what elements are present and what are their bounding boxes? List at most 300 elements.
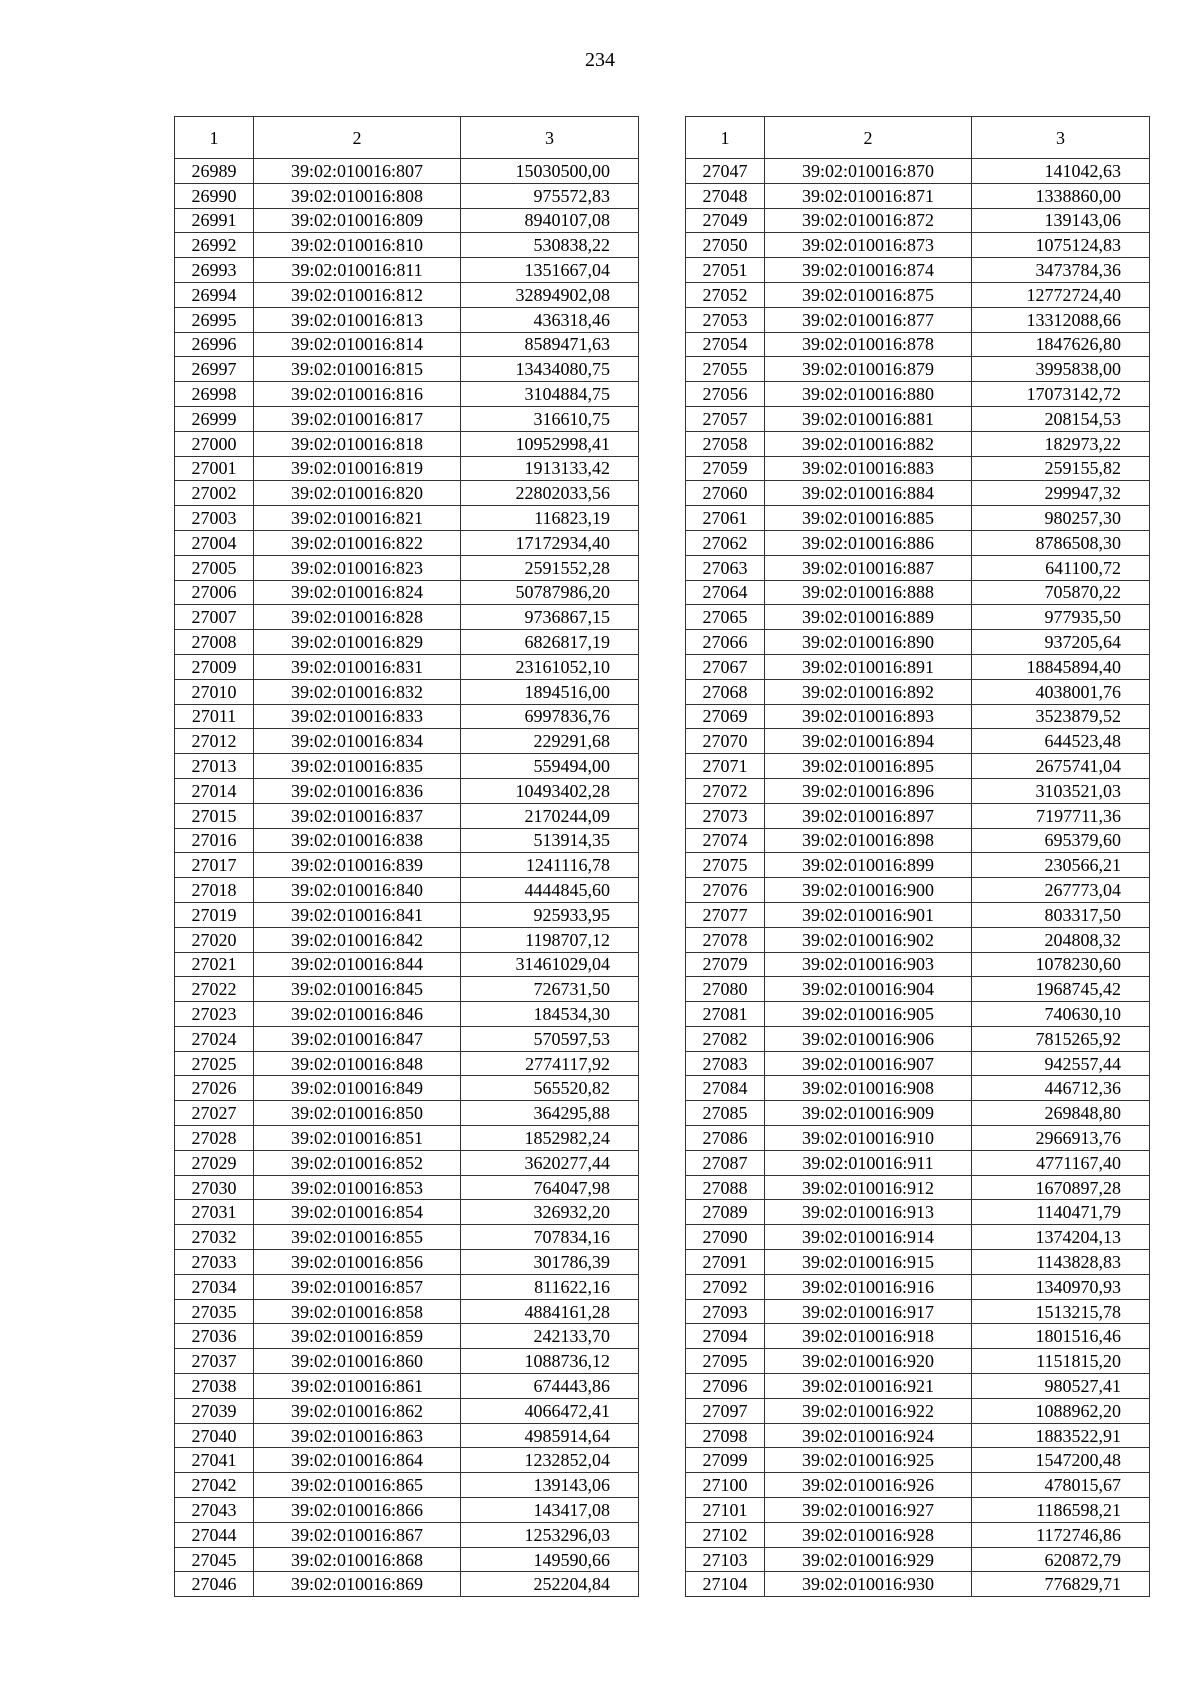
cadastral-number-cell: 39:02:010016:817 — [254, 406, 461, 431]
row-number-cell: 27004 — [175, 530, 254, 555]
row-number-cell: 26994 — [175, 282, 254, 307]
cadastral-number-cell: 39:02:010016:820 — [254, 481, 461, 506]
cadastral-number-cell: 39:02:010016:896 — [765, 778, 972, 803]
table-row — [175, 307, 639, 332]
cadastral-number-cell: 39:02:010016:835 — [254, 754, 461, 779]
table-row — [686, 1349, 1150, 1374]
table-row — [175, 1498, 639, 1523]
row-number-cell: 27055 — [686, 357, 765, 382]
table-row — [175, 1324, 639, 1349]
value-cell: 230566,21 — [972, 853, 1150, 878]
cadastral-number-cell: 39:02:010016:814 — [254, 332, 461, 357]
cadastral-number-cell: 39:02:010016:912 — [765, 1175, 972, 1200]
cadastral-number-cell: 39:02:010016:865 — [254, 1473, 461, 1498]
row-number-cell: 27019 — [175, 902, 254, 927]
table-row — [686, 1473, 1150, 1498]
row-number-cell: 27080 — [686, 977, 765, 1002]
value-cell: 1338860,00 — [972, 183, 1150, 208]
table-row — [175, 754, 639, 779]
row-number-cell: 27077 — [686, 902, 765, 927]
cadastral-number-cell: 39:02:010016:857 — [254, 1274, 461, 1299]
row-number-cell: 27075 — [686, 853, 765, 878]
table-row — [175, 1572, 639, 1597]
row-number-cell: 27047 — [686, 159, 765, 184]
value-cell: 204808,32 — [972, 927, 1150, 952]
table-row — [686, 258, 1150, 283]
table-row — [686, 679, 1150, 704]
table-row — [175, 406, 639, 431]
cadastral-number-cell: 39:02:010016:863 — [254, 1423, 461, 1448]
table-row — [686, 382, 1150, 407]
table-row — [175, 1473, 639, 1498]
cadastral-number-cell: 39:02:010016:824 — [254, 580, 461, 605]
table-row — [175, 1076, 639, 1101]
row-number-cell: 27035 — [175, 1299, 254, 1324]
row-number-cell: 27032 — [175, 1225, 254, 1250]
value-cell: 208154,53 — [972, 406, 1150, 431]
value-cell: 299947,32 — [972, 481, 1150, 506]
value-cell: 13312088,66 — [972, 307, 1150, 332]
cadastral-number-cell: 39:02:010016:921 — [765, 1374, 972, 1399]
value-cell: 17073142,72 — [972, 382, 1150, 407]
table-row — [175, 803, 639, 828]
column-header-1: 1 — [686, 117, 765, 159]
value-cell: 3523879,52 — [972, 704, 1150, 729]
table-row — [686, 1299, 1150, 1324]
row-number-cell: 27056 — [686, 382, 765, 407]
value-cell: 513914,35 — [461, 828, 639, 853]
row-number-cell: 27017 — [175, 853, 254, 878]
row-number-cell: 27092 — [686, 1274, 765, 1299]
table-row — [686, 431, 1150, 456]
row-number-cell: 27025 — [175, 1051, 254, 1076]
row-number-cell: 27068 — [686, 679, 765, 704]
value-cell: 1088736,12 — [461, 1349, 639, 1374]
row-number-cell: 27018 — [175, 878, 254, 903]
cadastral-number-cell: 39:02:010016:915 — [765, 1250, 972, 1275]
row-number-cell: 27011 — [175, 704, 254, 729]
row-number-cell: 27099 — [686, 1448, 765, 1473]
row-number-cell: 27008 — [175, 630, 254, 655]
value-cell: 139143,06 — [461, 1473, 639, 1498]
row-number-cell: 27089 — [686, 1200, 765, 1225]
table-row — [686, 952, 1150, 977]
table-row — [175, 1175, 639, 1200]
value-cell: 1140471,79 — [972, 1200, 1150, 1225]
table-row — [686, 183, 1150, 208]
value-cell: 1852982,24 — [461, 1126, 639, 1151]
table-row — [175, 506, 639, 531]
row-number-cell: 26991 — [175, 208, 254, 233]
value-cell: 252204,84 — [461, 1572, 639, 1597]
cadastral-number-cell: 39:02:010016:884 — [765, 481, 972, 506]
table-row — [686, 1175, 1150, 1200]
table-row — [686, 605, 1150, 630]
column-header-3: 3 — [972, 117, 1150, 159]
row-number-cell: 27065 — [686, 605, 765, 630]
value-cell: 1198707,12 — [461, 927, 639, 952]
value-cell: 4884161,28 — [461, 1299, 639, 1324]
table-row — [175, 1225, 639, 1250]
row-number-cell: 27096 — [686, 1374, 765, 1399]
value-cell: 116823,19 — [461, 506, 639, 531]
row-number-cell: 27074 — [686, 828, 765, 853]
table-row — [686, 828, 1150, 853]
value-cell: 942557,44 — [972, 1051, 1150, 1076]
table-row — [175, 902, 639, 927]
cadastral-number-cell: 39:02:010016:832 — [254, 679, 461, 704]
cadastral-number-cell: 39:02:010016:918 — [765, 1324, 972, 1349]
cadastral-number-cell: 39:02:010016:894 — [765, 729, 972, 754]
cadastral-number-cell: 39:02:010016:812 — [254, 282, 461, 307]
table-row — [175, 481, 639, 506]
cadastral-number-cell: 39:02:010016:898 — [765, 828, 972, 853]
value-cell: 1883522,91 — [972, 1423, 1150, 1448]
table-row — [686, 456, 1150, 481]
table-row — [175, 1002, 639, 1027]
value-cell: 726731,50 — [461, 977, 639, 1002]
value-cell: 149590,66 — [461, 1547, 639, 1572]
value-cell: 8940107,08 — [461, 208, 639, 233]
cadastral-number-cell: 39:02:010016:833 — [254, 704, 461, 729]
cadastral-number-cell: 39:02:010016:891 — [765, 654, 972, 679]
row-number-cell: 27006 — [175, 580, 254, 605]
value-cell: 620872,79 — [972, 1547, 1150, 1572]
row-number-cell: 27088 — [686, 1175, 765, 1200]
row-number-cell: 27007 — [175, 605, 254, 630]
row-number-cell: 27064 — [686, 580, 765, 605]
cadastral-number-cell: 39:02:010016:845 — [254, 977, 461, 1002]
cadastral-number-cell: 39:02:010016:890 — [765, 630, 972, 655]
table-row — [175, 258, 639, 283]
value-cell: 182973,22 — [972, 431, 1150, 456]
table-row — [686, 927, 1150, 952]
row-number-cell: 27001 — [175, 456, 254, 481]
table-row — [175, 233, 639, 258]
table-row — [175, 208, 639, 233]
cadastral-number-cell: 39:02:010016:877 — [765, 307, 972, 332]
cadastral-number-cell: 39:02:010016:928 — [765, 1522, 972, 1547]
table-row — [686, 1498, 1150, 1523]
table-row — [175, 729, 639, 754]
table-row — [175, 1374, 639, 1399]
cadastral-number-cell: 39:02:010016:901 — [765, 902, 972, 927]
value-cell: 22802033,56 — [461, 481, 639, 506]
row-number-cell: 27031 — [175, 1200, 254, 1225]
cadastral-number-cell: 39:02:010016:917 — [765, 1299, 972, 1324]
row-number-cell: 27054 — [686, 332, 765, 357]
table-row — [175, 1274, 639, 1299]
cadastral-number-cell: 39:02:010016:831 — [254, 654, 461, 679]
cadastral-number-cell: 39:02:010016:871 — [765, 183, 972, 208]
cadastral-number-cell: 39:02:010016:854 — [254, 1200, 461, 1225]
value-cell: 143417,08 — [461, 1498, 639, 1523]
table-header — [175, 117, 639, 159]
table-row — [175, 878, 639, 903]
table-body — [175, 159, 639, 1597]
registry-table-right — [685, 116, 1150, 1597]
table-row — [686, 208, 1150, 233]
row-number-cell: 27067 — [686, 654, 765, 679]
cadastral-number-cell: 39:02:010016:834 — [254, 729, 461, 754]
row-number-cell: 27087 — [686, 1150, 765, 1175]
row-number-cell: 27091 — [686, 1250, 765, 1275]
cadastral-number-cell: 39:02:010016:855 — [254, 1225, 461, 1250]
value-cell: 740630,10 — [972, 1002, 1150, 1027]
table-row — [175, 605, 639, 630]
value-cell: 1232852,04 — [461, 1448, 639, 1473]
value-cell: 1913133,42 — [461, 456, 639, 481]
cadastral-number-cell: 39:02:010016:868 — [254, 1547, 461, 1572]
table-row — [686, 977, 1150, 1002]
cadastral-number-cell: 39:02:010016:818 — [254, 431, 461, 456]
row-number-cell: 27062 — [686, 530, 765, 555]
row-number-cell: 27039 — [175, 1398, 254, 1423]
cadastral-number-cell: 39:02:010016:879 — [765, 357, 972, 382]
value-cell: 269848,80 — [972, 1101, 1150, 1126]
value-cell: 1078230,60 — [972, 952, 1150, 977]
table-row — [686, 1572, 1150, 1597]
table-row — [686, 778, 1150, 803]
row-number-cell: 27021 — [175, 952, 254, 977]
table-row — [686, 1423, 1150, 1448]
row-number-cell: 27086 — [686, 1126, 765, 1151]
cadastral-number-cell: 39:02:010016:874 — [765, 258, 972, 283]
table-row — [175, 431, 639, 456]
value-cell: 2966913,76 — [972, 1126, 1150, 1151]
row-number-cell: 27053 — [686, 307, 765, 332]
value-cell: 803317,50 — [972, 902, 1150, 927]
value-cell: 446712,36 — [972, 1076, 1150, 1101]
value-cell: 3995838,00 — [972, 357, 1150, 382]
value-cell: 139143,06 — [972, 208, 1150, 233]
value-cell: 975572,83 — [461, 183, 639, 208]
table-row — [686, 530, 1150, 555]
cadastral-number-cell: 39:02:010016:822 — [254, 530, 461, 555]
row-number-cell: 27042 — [175, 1473, 254, 1498]
table-row — [175, 1522, 639, 1547]
row-number-cell: 27072 — [686, 778, 765, 803]
table-row — [686, 1374, 1150, 1399]
cadastral-number-cell: 39:02:010016:866 — [254, 1498, 461, 1523]
value-cell: 565520,82 — [461, 1076, 639, 1101]
cadastral-number-cell: 39:02:010016:864 — [254, 1448, 461, 1473]
cadastral-number-cell: 39:02:010016:892 — [765, 679, 972, 704]
value-cell: 1143828,83 — [972, 1250, 1150, 1275]
cadastral-number-cell: 39:02:010016:924 — [765, 1423, 972, 1448]
row-number-cell: 27010 — [175, 679, 254, 704]
cadastral-number-cell: 39:02:010016:811 — [254, 258, 461, 283]
table-row — [175, 654, 639, 679]
cadastral-number-cell: 39:02:010016:913 — [765, 1200, 972, 1225]
row-number-cell: 27063 — [686, 555, 765, 580]
value-cell: 3473784,36 — [972, 258, 1150, 283]
cadastral-number-cell: 39:02:010016:840 — [254, 878, 461, 903]
table-row — [175, 679, 639, 704]
cadastral-number-cell: 39:02:010016:844 — [254, 952, 461, 977]
row-number-cell: 27030 — [175, 1175, 254, 1200]
value-cell: 6826817,19 — [461, 630, 639, 655]
table-row — [686, 580, 1150, 605]
table-row — [175, 282, 639, 307]
row-number-cell: 26989 — [175, 159, 254, 184]
cadastral-number-cell: 39:02:010016:911 — [765, 1150, 972, 1175]
cadastral-number-cell: 39:02:010016:858 — [254, 1299, 461, 1324]
column-header-3: 3 — [461, 117, 639, 159]
row-number-cell: 27061 — [686, 506, 765, 531]
table-row — [175, 530, 639, 555]
table-row — [686, 357, 1150, 382]
value-cell: 1847626,80 — [972, 332, 1150, 357]
table-row — [686, 630, 1150, 655]
cadastral-number-cell: 39:02:010016:872 — [765, 208, 972, 233]
table-row — [686, 1126, 1150, 1151]
value-cell: 1075124,83 — [972, 233, 1150, 258]
value-cell: 2170244,09 — [461, 803, 639, 828]
cadastral-number-cell: 39:02:010016:856 — [254, 1250, 461, 1275]
value-cell: 31461029,04 — [461, 952, 639, 977]
cadastral-number-cell: 39:02:010016:882 — [765, 431, 972, 456]
table-row — [686, 1448, 1150, 1473]
cadastral-number-cell: 39:02:010016:850 — [254, 1101, 461, 1126]
cadastral-number-cell: 39:02:010016:846 — [254, 1002, 461, 1027]
cadastral-number-cell: 39:02:010016:888 — [765, 580, 972, 605]
row-number-cell: 27052 — [686, 282, 765, 307]
cadastral-number-cell: 39:02:010016:895 — [765, 754, 972, 779]
value-cell: 478015,67 — [972, 1473, 1150, 1498]
value-cell: 8786508,30 — [972, 530, 1150, 555]
cadastral-number-cell: 39:02:010016:883 — [765, 456, 972, 481]
cadastral-number-cell: 39:02:010016:869 — [254, 1572, 461, 1597]
value-cell: 1151815,20 — [972, 1349, 1150, 1374]
value-cell: 17172934,40 — [461, 530, 639, 555]
value-cell: 980527,41 — [972, 1374, 1150, 1399]
row-number-cell: 27005 — [175, 555, 254, 580]
value-cell: 1801516,46 — [972, 1324, 1150, 1349]
value-cell: 1172746,86 — [972, 1522, 1150, 1547]
cadastral-number-cell: 39:02:010016:885 — [765, 506, 972, 531]
cadastral-number-cell: 39:02:010016:910 — [765, 1126, 972, 1151]
row-number-cell: 27093 — [686, 1299, 765, 1324]
cadastral-number-cell: 39:02:010016:860 — [254, 1349, 461, 1374]
value-cell: 6997836,76 — [461, 704, 639, 729]
value-cell: 4066472,41 — [461, 1398, 639, 1423]
table-row — [175, 1349, 639, 1374]
table-row — [175, 580, 639, 605]
value-cell: 641100,72 — [972, 555, 1150, 580]
value-cell: 2591552,28 — [461, 555, 639, 580]
table-row — [175, 1299, 639, 1324]
cadastral-number-cell: 39:02:010016:810 — [254, 233, 461, 258]
cadastral-number-cell: 39:02:010016:829 — [254, 630, 461, 655]
table-row — [175, 1423, 639, 1448]
row-number-cell: 27051 — [686, 258, 765, 283]
row-number-cell: 27040 — [175, 1423, 254, 1448]
row-number-cell: 26993 — [175, 258, 254, 283]
row-number-cell: 27060 — [686, 481, 765, 506]
column-header-1: 1 — [175, 117, 254, 159]
row-number-cell: 27044 — [175, 1522, 254, 1547]
table-body — [686, 159, 1150, 1597]
row-number-cell: 27024 — [175, 1026, 254, 1051]
cadastral-number-cell: 39:02:010016:821 — [254, 506, 461, 531]
cadastral-number-cell: 39:02:010016:867 — [254, 1522, 461, 1547]
cadastral-number-cell: 39:02:010016:904 — [765, 977, 972, 1002]
table-row — [686, 1547, 1150, 1572]
registry-table-left — [174, 116, 639, 1597]
row-number-cell: 27094 — [686, 1324, 765, 1349]
table-row — [686, 282, 1150, 307]
row-number-cell: 27071 — [686, 754, 765, 779]
row-number-cell: 27033 — [175, 1250, 254, 1275]
cadastral-number-cell: 39:02:010016:823 — [254, 555, 461, 580]
table-row — [175, 1101, 639, 1126]
value-cell: 13434080,75 — [461, 357, 639, 382]
value-cell: 3104884,75 — [461, 382, 639, 407]
table-row — [175, 1150, 639, 1175]
cadastral-number-cell: 39:02:010016:851 — [254, 1126, 461, 1151]
cadastral-number-cell: 39:02:010016:828 — [254, 605, 461, 630]
cadastral-number-cell: 39:02:010016:929 — [765, 1547, 972, 1572]
value-cell: 1374204,13 — [972, 1225, 1150, 1250]
table-row — [686, 1200, 1150, 1225]
value-cell: 707834,16 — [461, 1225, 639, 1250]
cadastral-number-cell: 39:02:010016:880 — [765, 382, 972, 407]
table-row — [175, 1448, 639, 1473]
table-row — [686, 704, 1150, 729]
table-row — [686, 406, 1150, 431]
cadastral-number-cell: 39:02:010016:842 — [254, 927, 461, 952]
value-cell: 4038001,76 — [972, 679, 1150, 704]
row-number-cell: 27083 — [686, 1051, 765, 1076]
value-cell: 977935,50 — [972, 605, 1150, 630]
table-row — [175, 828, 639, 853]
cadastral-number-cell: 39:02:010016:849 — [254, 1076, 461, 1101]
cadastral-number-cell: 39:02:010016:930 — [765, 1572, 972, 1597]
table-row — [686, 902, 1150, 927]
table-row — [686, 233, 1150, 258]
table-row — [686, 1101, 1150, 1126]
value-cell: 301786,39 — [461, 1250, 639, 1275]
table-row — [175, 977, 639, 1002]
cadastral-number-cell: 39:02:010016:881 — [765, 406, 972, 431]
value-cell: 364295,88 — [461, 1101, 639, 1126]
table-row — [175, 1026, 639, 1051]
row-number-cell: 26999 — [175, 406, 254, 431]
value-cell: 326932,20 — [461, 1200, 639, 1225]
value-cell: 1513215,78 — [972, 1299, 1150, 1324]
row-number-cell: 27022 — [175, 977, 254, 1002]
table-row — [686, 654, 1150, 679]
table-row — [175, 1250, 639, 1275]
table-row — [175, 952, 639, 977]
cadastral-number-cell: 39:02:010016:861 — [254, 1374, 461, 1399]
row-number-cell: 27003 — [175, 506, 254, 531]
cadastral-number-cell: 39:02:010016:808 — [254, 183, 461, 208]
value-cell: 242133,70 — [461, 1324, 639, 1349]
table-row — [686, 853, 1150, 878]
row-number-cell: 26997 — [175, 357, 254, 382]
table-row — [686, 1225, 1150, 1250]
value-cell: 1340970,93 — [972, 1274, 1150, 1299]
table-row — [686, 1398, 1150, 1423]
row-number-cell: 27037 — [175, 1349, 254, 1374]
table-row — [686, 878, 1150, 903]
value-cell: 50787986,20 — [461, 580, 639, 605]
value-cell: 811622,16 — [461, 1274, 639, 1299]
table-row — [175, 456, 639, 481]
value-cell: 267773,04 — [972, 878, 1150, 903]
